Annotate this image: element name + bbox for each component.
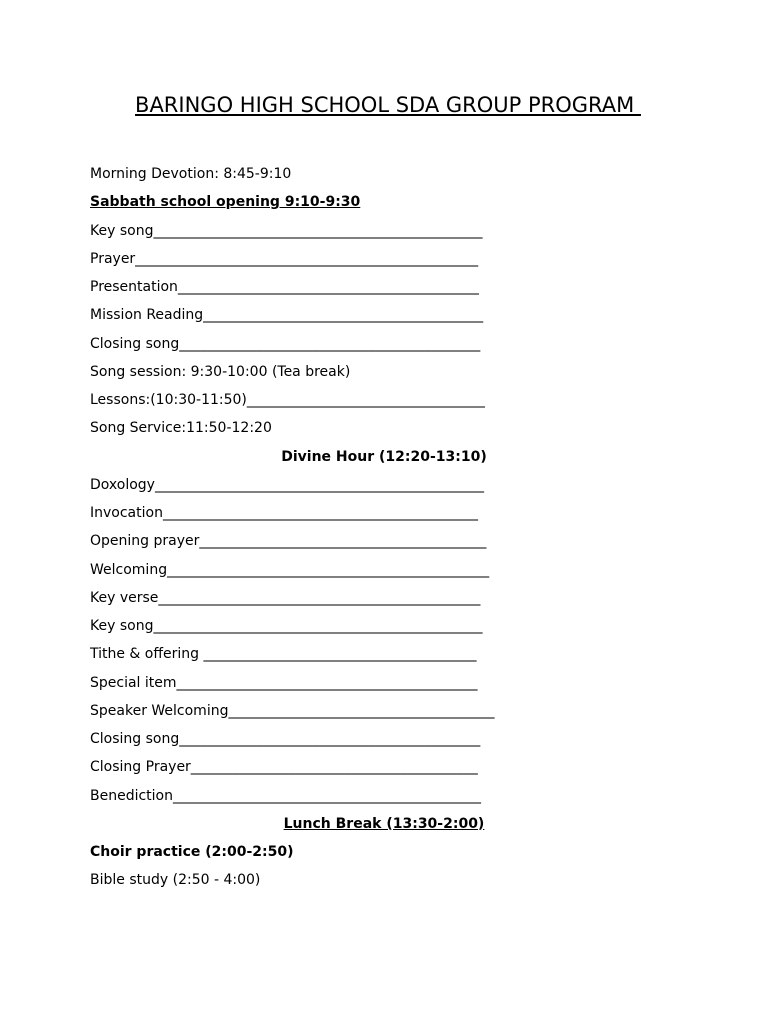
- program-lines: [90, 160, 730, 895]
- program-line: Key verse______________________________________________: [90, 589, 481, 606]
- program-line: Benediction____________________________________________: [90, 787, 481, 804]
- program-line: Prayer_________________________________________________: [90, 250, 479, 267]
- document-title: BARINGO HIGH SCHOOL SDA GROUP PROGRAM: [135, 93, 641, 117]
- program-line: Song Service:11:50-12:20: [90, 420, 272, 437]
- program-line: Bible study (2:50 - 4:00): [90, 872, 261, 889]
- program-line: Speaker Welcoming______________________________________: [90, 702, 495, 719]
- program-line: Special item___________________________________________: [90, 674, 478, 691]
- program-line: Closing song___________________________________________: [90, 335, 481, 352]
- program-line: Divine Hour (12:20-13:10): [281, 448, 487, 465]
- program-line: Morning Devotion: 8:45-9:10: [90, 166, 292, 182]
- program-line: Key song_______________________________________________: [90, 222, 483, 239]
- program-line: Lessons:(10:30-11:50)__________________________________: [90, 392, 485, 408]
- program-line: Key song_______________________________________________: [90, 618, 483, 634]
- program-line: Sabbath school opening 9:10-9:30: [90, 194, 361, 211]
- program-line: Song session: 9:30-10:00 (Tea break): [90, 363, 351, 380]
- program-line: Presentation___________________________________________: [90, 279, 479, 295]
- program-line: Choir practice (2:00-2:50): [90, 844, 294, 860]
- program-line: Closing song___________________________________________: [90, 731, 481, 747]
- program-line: Doxology_______________________________________________: [90, 476, 484, 493]
- program-line: Closing Prayer_________________________________________: [90, 759, 478, 776]
- program-line: Tithe & offering _______________________________________: [90, 646, 477, 663]
- program-line: Mission Reading________________________________________: [90, 307, 484, 324]
- program-line: Invocation_____________________________________________: [90, 505, 478, 521]
- program-line: Lunch Break (13:30-2:00): [283, 815, 485, 832]
- program-line: Opening prayer_________________________________________: [90, 533, 487, 550]
- program-line: Welcoming______________________________________________: [90, 561, 490, 578]
